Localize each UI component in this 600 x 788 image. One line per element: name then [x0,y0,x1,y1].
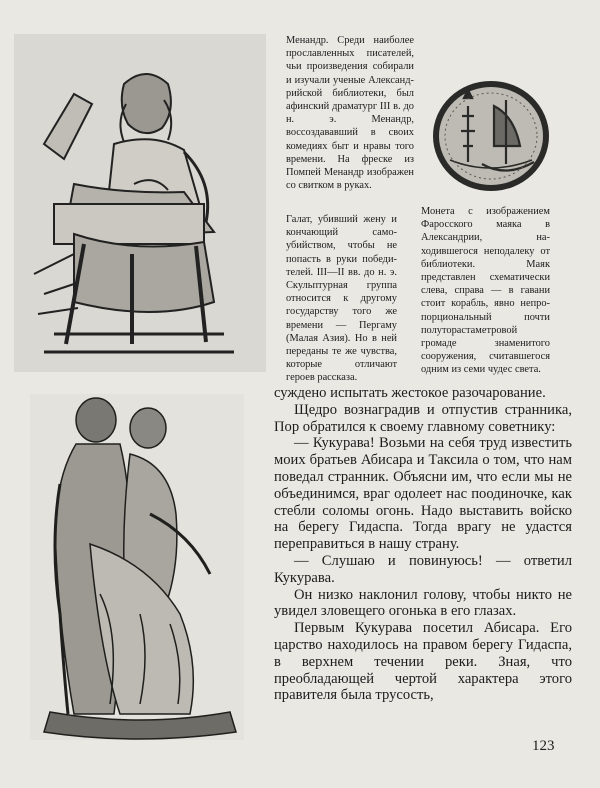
coin-caption-text: Монета с изображением Фаросского маяка в Александрии, находившегося неподалеку от библиотеки. Маяк представлен схематически слева, справа — в гавани стоит корабль, явно непропорциональный почти полуторастаметровой громаде знаменитого сооружения, считавшегося одним из семи чудес света. [421,206,550,376]
body-paragraph: Первым Кукурава посетил Абисара. Его царство находилось на правом берегу Гидаспа, в верхнем течении реки. Зная, что преобладающей чертой характера этого правителя была трусость, [274,620,572,704]
body-paragraph: Он низко наклонил голову, чтобы никто не увидел зловещего огонька в его глазах. [274,586,572,620]
page-number: 123 [532,738,555,754]
coin-caption [421,205,550,377]
menander-caption-text: Менандр. Среди наиболее прославленных писателей, чьи произведения собирали и изучали ученые Александрийской библиотеки, был афинский драматург III в. до н. э. Менандр, воссоздававший в своих комедиях быт и нравы того времени. На фреске из Помпей Менандр изображен со свитком в руках. [286,35,414,192]
galat-caption-text: Галат, убивший жену и кончающий самоубийством, чтобы не попасть в руки победителей. III—II вв. до н. э. Скульптурная группа относится к другому государству того же времени — Пергаму (Малая Азия). Но в ней переданы те же чувства, которые отличают героев рассказа. [286,214,397,384]
body-paragraph: — Кукурава! Возьми на себя труд известить моих братьев Абисара и Таксила о том, что нам поведал странник. Объясни им, что если мы не объединимся, враг одолеет нас поодиночке, как стебли соломы огонь. Надо выставить войско на берегу Гидаспа. Тогда врагу не удастся переправиться в нашу страну. [274,435,572,553]
coin-image [428,76,554,196]
menander-fresco-image [14,34,266,372]
main-text [274,385,572,704]
body-paragraph: — Слушаю и повинуюсь! — ответил Кукурава. [274,552,572,586]
menander-caption [286,34,414,192]
galat-caption [286,213,397,385]
body-paragraph: Щедро вознаградив и отпустив странника, Пор обратился к своему главному советнику: [274,401,572,435]
statue-image [30,394,244,740]
body-paragraph: суждено испытать жестокое разочарование. [274,385,546,401]
